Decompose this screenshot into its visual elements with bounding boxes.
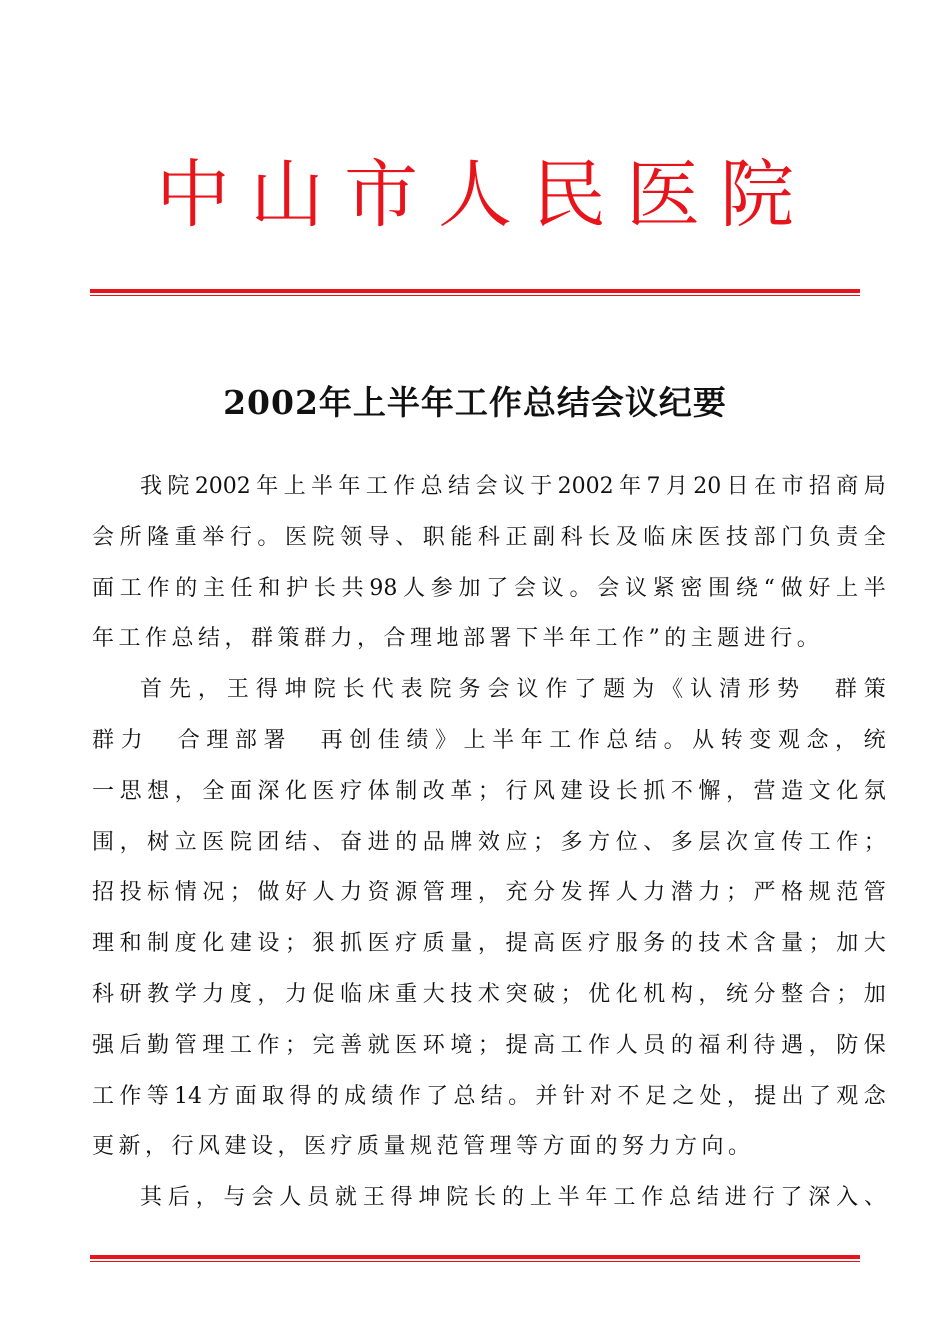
header-divider-thin	[90, 295, 860, 296]
body-line: 一 思 想 ， 全 面 深 化 医 疗 体 制 改 革 ； 行 风 建 设 长 抓 不 懈 ， 营 造 文 化 氛	[92, 778, 886, 804]
footer-divider-thin	[90, 1261, 860, 1262]
header-divider-thick	[90, 289, 860, 293]
body-line: 其 后 ， 与 会 人 员 就 王 得 坤 院 长 的 上 半 年 工 作 总 结 进 行 了 深 入 、	[140, 1185, 886, 1211]
document-title: 2002年上半年工作总结会议纪要	[223, 383, 727, 422]
body-line: 我 院 2002 年 上 半 年 工 作 总 结 会 议 于 2002 年 7 月 20 日 在 市 招 商 局	[140, 474, 886, 499]
body-line: 更新，行风建设，医疗质量规范管理等方面的努力方向。	[92, 1134, 755, 1160]
body-line: 首 先 ， 王 得 坤 院 长 代 表 院 务 会 议 作 了 题 为 《 认 清 形 势 群 策	[140, 677, 886, 703]
footer-divider	[90, 1255, 860, 1262]
footer-divider-thick	[90, 1255, 860, 1259]
body-line: 年工作总结，群策群力，合理地部署下半年工作”的主题进行。	[92, 626, 824, 652]
body-line: 围 ， 树 立 医 院 团 结 、 奋 进 的 品 牌 效 应 ； 多 方 位 、 多 层 次 宣 传 工 作 ；	[92, 829, 886, 855]
body-line: 面 工 作 的 主 任 和 护 长 共 98 人 参 加 了 会 议 。 会 议 紧 密 围 绕 “ 做 好 上 半	[92, 575, 886, 601]
body-line: 强 后 勤 管 理 工 作 ； 完 善 就 医 环 境 ； 提 高 工 作 人 员 的 福 利 待 遇 ， 防 保	[92, 1032, 886, 1058]
header-divider	[90, 289, 860, 296]
document-body	[92, 462, 886, 1224]
body-line: 招 投 标 情 况 ； 做 好 人 力 资 源 管 理 ， 充 分 发 挥 人 力 潜 力 ； 严 格 规 范 管	[92, 880, 886, 906]
body-line: 会 所 隆 重 举 行 。 医 院 领 导 、 职 能 科 正 副 科 长 及 临 床 医 技 部 门 负 责 全	[92, 524, 886, 550]
body-line: 工 作 等 14 方 面 取 得 的 成 绩 作 了 总 结 。 并 针 对 不 足 之 处 ， 提 出 了 观 念	[92, 1083, 886, 1109]
body-line: 群 力 合 理 部 署 再 创 佳 绩 》 上 半 年 工 作 总 结 。 从 转 变 观 念 ， 统	[92, 727, 886, 753]
body-line: 科 研 教 学 力 度 ， 力 促 临 床 重 大 技 术 突 破 ； 优 化 机 构 ， 统 分 整 合 ； 加	[92, 981, 886, 1007]
institution-masthead: 中山市人民医院	[156, 152, 814, 238]
body-line: 理 和 制 度 化 建 设 ； 狠 抓 医 疗 质 量 ， 提 高 医 疗 服 务 的 技 术 含 量 ； 加 大	[92, 931, 886, 957]
